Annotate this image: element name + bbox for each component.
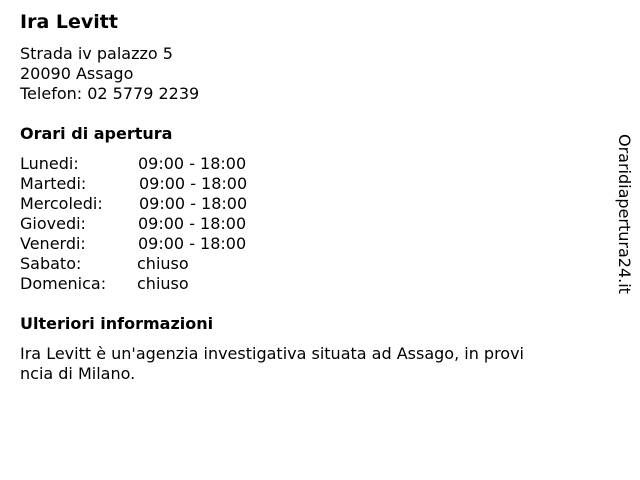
hours-row-monday (20, 154, 320, 174)
opening-hours-heading: Orari di apertura (20, 124, 173, 143)
hours-day: Giovedi: (20, 214, 86, 233)
hours-time: chiuso (137, 254, 189, 273)
hours-time: 09:00 - 18:00 (139, 174, 248, 193)
hours-row-sunday (20, 274, 320, 294)
hours-time: 09:00 - 18:00 (139, 194, 248, 213)
hours-day: Mercoledi: (20, 194, 103, 213)
hours-day: Venerdi: (20, 234, 86, 253)
business-name: Ira Levitt (20, 11, 118, 33)
address-city: 20090 Assago (20, 64, 134, 83)
more-info-heading: Ulteriori informazioni (20, 314, 214, 333)
hours-day: Sabato: (20, 254, 82, 273)
address-street: Strada iv palazzo 5 (20, 44, 173, 63)
hours-day: Martedi: (20, 174, 87, 193)
hours-row-friday (20, 234, 320, 254)
phone-number: Telefon: 02 5779 2239 (20, 84, 200, 103)
hours-day: Domenica: (20, 274, 107, 293)
hours-time: 09:00 - 18:00 (138, 214, 247, 233)
hours-row-saturday (20, 254, 320, 274)
hours-day: Lunedi: (20, 154, 79, 173)
hours-time: chiuso (137, 274, 189, 293)
description (20, 344, 580, 384)
hours-time: 09:00 - 18:00 (138, 154, 247, 173)
hours-time: 09:00 - 18:00 (138, 234, 247, 253)
hours-row-wednesday (20, 194, 320, 214)
description-line: ncia di Milano. (20, 364, 136, 383)
site-brand: Oraridiapertura24.it (615, 134, 634, 294)
hours-row-tuesday (20, 174, 320, 194)
description-line: Ira Levitt è un'agenzia investigativa situata ad Assago, in provi (20, 344, 524, 363)
hours-row-thursday (20, 214, 320, 234)
